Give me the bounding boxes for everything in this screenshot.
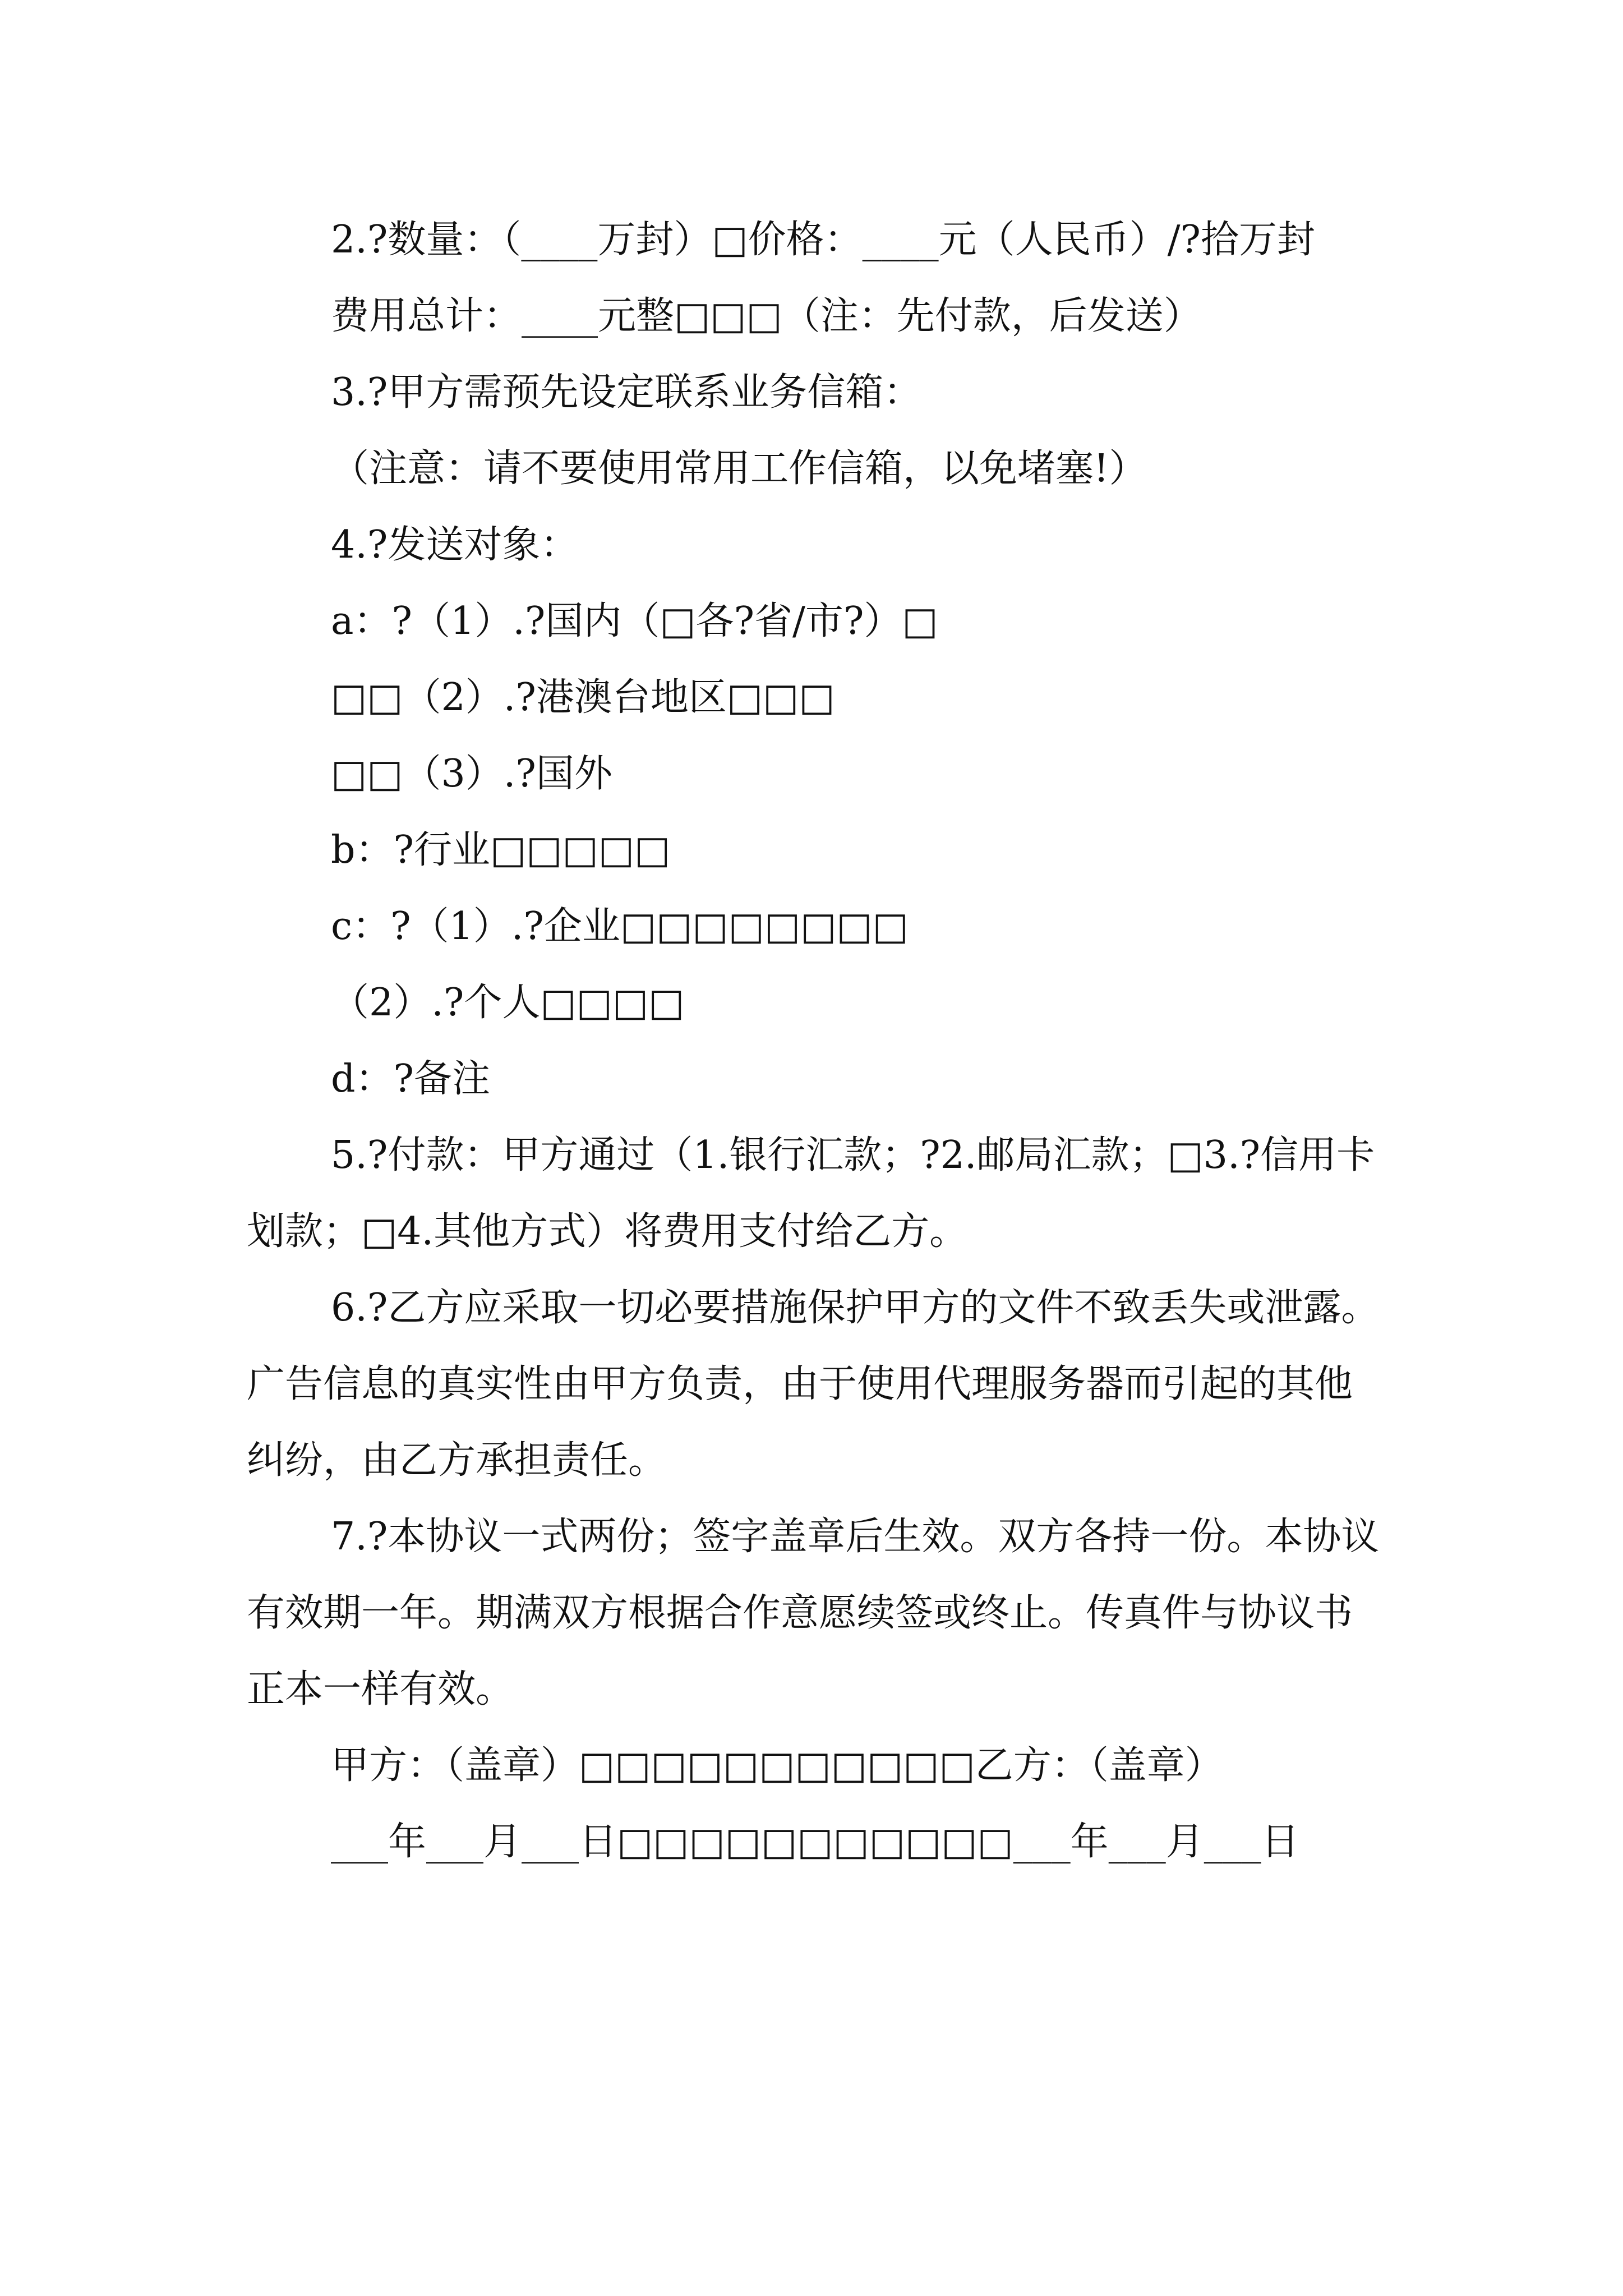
paragraph-mailbox-note: （注意：请不要使用常用工作信箱，以免堵塞!）: [331, 447, 1147, 491]
list-item-enterprise: c：?（1）.?企业□□□□□□□□: [331, 904, 909, 949]
signature-line: 甲方：（盖章）□□□□□□□□□□□乙方：（盖章）: [331, 1743, 1223, 1788]
paragraph-payment: 5.?付款：甲方通过（1.银行汇款；?2.邮局汇款；□3.?信用卡划款；□4.其他方式）将费用支付给乙方。: [247, 1133, 1375, 1254]
paragraph-quantity-price: 2.?数量：（____万封）□价格：____元（人民币）/?拾万封: [331, 218, 1315, 262]
paragraph-validity: 7.?本协议一式两份；签字盖章后生效。双方各持一份。本协议有效期一年。期满双方根据合作意愿续签或终止。传真件与协议书正本一样有效。: [247, 1515, 1380, 1711]
list-item-hk-macao-taiwan: □□（2）.?港澳台地区□□□: [331, 675, 835, 720]
list-item-overseas: □□（3）.?国外: [331, 752, 612, 796]
list-item-domestic: a：?（1）.?国内（□各?省/市?）□: [331, 599, 938, 643]
paragraph-total-cost: 费用总计：____元整□□□（注：先付款，后发送）: [331, 294, 1202, 338]
document-body: [247, 202, 1385, 1880]
paragraph-send-targets: 4.?发送对象：: [331, 523, 579, 567]
list-item-industry: b：?行业□□□□□: [331, 828, 671, 872]
date-line: ___年___月___日□□□□□□□□□□□___年___月___日: [331, 1820, 1299, 1864]
paragraph-responsibility: 6.?乙方应采取一切必要措施保护甲方的文件不致丢失或泄露。广告信息的真实性由甲方负责，由于使用代理服务器而引起的其他纠纷，由乙方承担责任。: [247, 1286, 1380, 1483]
list-item-individual: （2）.?个人□□□□: [331, 981, 685, 1025]
list-item-remarks: d：?备注: [331, 1057, 490, 1101]
paragraph-business-mailbox: 3.?甲方需预先设定联系业务信箱：: [331, 370, 922, 415]
